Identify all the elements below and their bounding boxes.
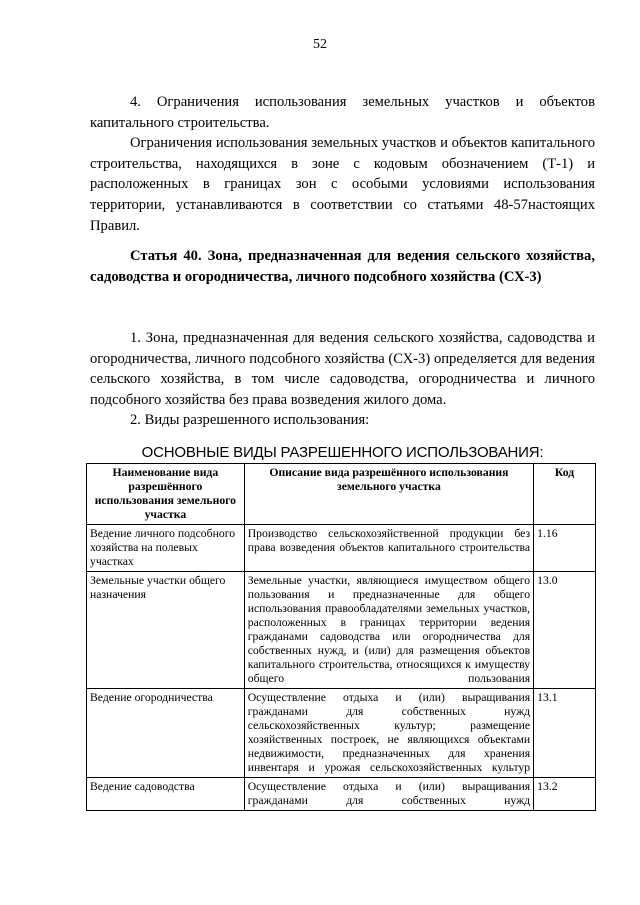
use-description: Осуществление отдыха и (или) выращивания гражданами для собственных нужд xyxy=(244,778,533,811)
use-code: 13.0 xyxy=(534,572,596,689)
table-row xyxy=(87,525,596,572)
use-name: Ведение огородничества xyxy=(87,689,245,778)
use-name: Земельные участки общего назначения xyxy=(87,572,245,689)
use-description: Земельные участки, являющиеся имуществом общего пользования и предназначенные для общего использования правообладателями земельных участков, расположенных в границах территории ведения гражданами садоводства или огородничества для собственных нужд, и (или) для размещения объектов капитального строительства, относящихся к имуществу общего пользования xyxy=(244,572,533,689)
permitted-uses-table xyxy=(86,463,596,811)
column-header-code: Код xyxy=(534,464,596,525)
use-name: Ведение садоводства xyxy=(87,778,245,811)
article40-paragraph-2: 2. Виды разрешенного использования: xyxy=(130,412,370,428)
use-code: 1.16 xyxy=(534,525,596,572)
use-description: Осуществление отдыха и (или) выращивания гражданами для собственных нужд сельскохозяйственных культур; размещение хозяйственных построек, не являющихся объектами недвижимости, предназначенных для хранения инвентаря и урожая сельскохозяйственных культур xyxy=(244,689,533,778)
column-header-description: Описание вида разрешённого использования земельного участка xyxy=(244,464,533,525)
article40-heading: Статья 40. Зона, предназначенная для ведения сельского хозяйства, садоводства и огородничества, личного подсобного хозяйства (СХ-3) xyxy=(90,248,595,285)
table-row xyxy=(87,689,596,778)
table-row xyxy=(87,778,596,811)
article40-paragraph-1: 1. Зона, предназначенная для ведения сельского хозяйства, садоводства и огородничества, личного подсобного хозяйства (СХ-3) определяется для ведения сельского хозяйства, в том числе садоводства, огородничества и личного подсобного хозяйства без права возведения жилого дома. xyxy=(90,330,595,409)
table-header-row xyxy=(87,464,596,525)
section4-title: 4. Ограничения использования земельных участков и объектов капитального строительства. xyxy=(90,94,595,131)
table-row xyxy=(87,572,596,689)
use-code: 13.1 xyxy=(534,689,596,778)
table-heading: ОСНОВНЫЕ ВИДЫ РАЗРЕШЕННОГО ИСПОЛЬЗОВАНИЯ: xyxy=(141,444,544,461)
use-name: Ведение личного подсобного хозяйства на полевых участках xyxy=(87,525,245,572)
page-number: 52 xyxy=(313,37,327,52)
section4-body: Ограничения использования земельных участков и объектов капитального строительства, находящихся в зоне с кодовым обозначением (Т-1) и расположенных в границах зон с особыми условиями использования территории, устанавливаются в соответствии со статьями 48-57настоящих Правил. xyxy=(90,135,595,234)
use-description: Производство сельскохозяйственной продукции без права возведения объектов капитального строительства xyxy=(244,525,533,572)
use-code: 13.2 xyxy=(534,778,596,811)
column-header-name: Наименование вида разрешённого использования земельного участка xyxy=(87,464,245,525)
